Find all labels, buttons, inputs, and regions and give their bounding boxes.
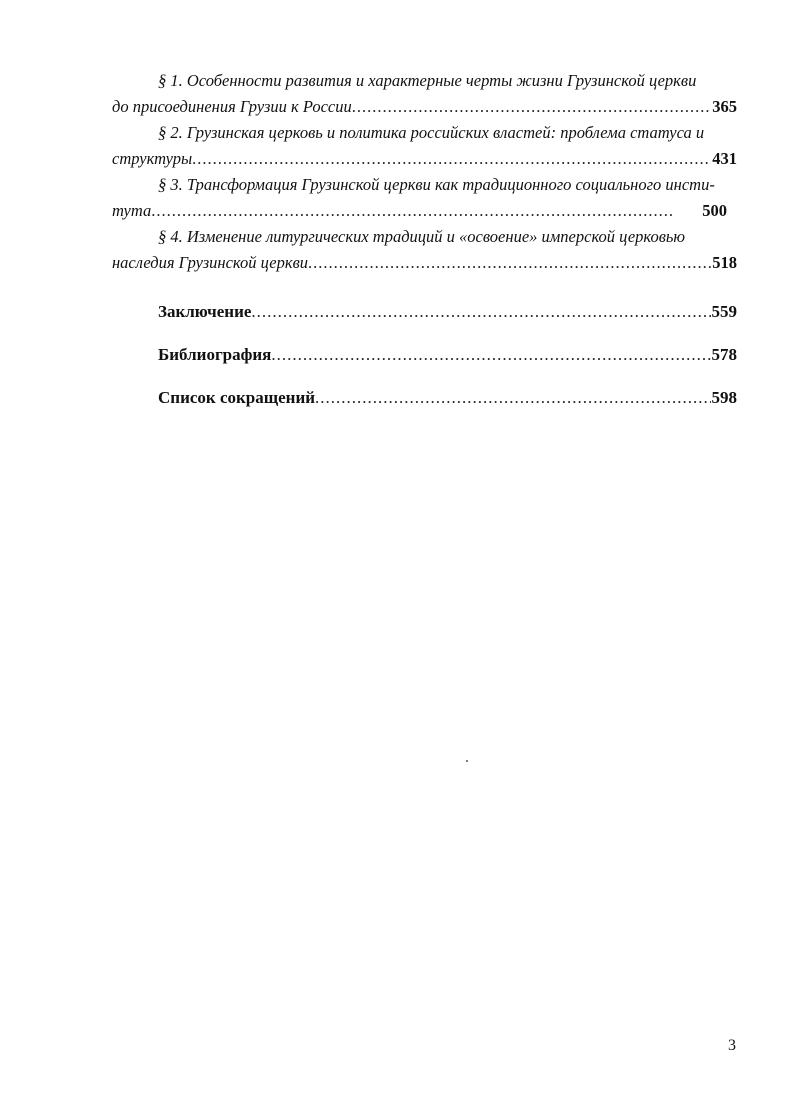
toc-chapter-bibliography [158,333,737,376]
toc-section-last-line [112,146,737,172]
dot-leader [151,198,674,224]
toc-section-last-line [112,198,737,224]
toc-section-4 [112,224,737,276]
toc-page-number: 559 [711,302,737,321]
toc-page-number: 500 [702,201,727,220]
toc-page-number: 431 [712,149,737,168]
page-number: 3 [728,1037,736,1054]
toc-section-title-line: структуры [112,149,193,168]
dot-leader [308,250,711,276]
toc-chapter-abbreviations [158,376,737,419]
toc-section-1 [112,68,737,120]
dot-leader [271,333,710,376]
toc-section-3 [112,172,737,224]
dot-leader [192,146,711,172]
dot-leader [251,290,710,333]
table-of-contents [112,68,737,419]
toc-section-title-line: § 4. Изменение литургических традиций и «освоение» имперской церковью [158,227,686,246]
toc-page-number: 598 [711,388,737,407]
toc-section-last-line [112,94,737,120]
scan-speck [466,760,468,762]
toc-section-title-line: тута [112,201,152,220]
toc-section-last-line [112,250,737,276]
dot-leader [315,376,710,419]
toc-section-title-line: до присоединения Грузии к России [112,97,352,116]
toc-chapter-title: Список сокращений [158,388,316,407]
toc-section-2 [112,120,737,172]
toc-page-number: 518 [712,253,737,272]
toc-section-title-line: наследия Грузинской церкви [112,253,309,272]
toc-chapter-title: Библиография [158,345,272,364]
toc-chapter-title: Заключение [158,302,252,321]
toc-page-number: 365 [712,97,737,116]
dot-leader [352,94,712,120]
toc-section-title-line: § 2. Грузинская церковь и политика российских властей: проблема статуса и [158,123,705,142]
toc-chapter-conclusion [158,290,737,333]
toc-section-title-line: § 1. Особенности развития и характерные черты жизни Грузинской церкви [158,71,697,90]
toc-section-title-line: § 3. Трансформация Грузинской церкви как традиционного социального инсти- [158,175,715,194]
toc-page-number: 578 [711,345,737,364]
